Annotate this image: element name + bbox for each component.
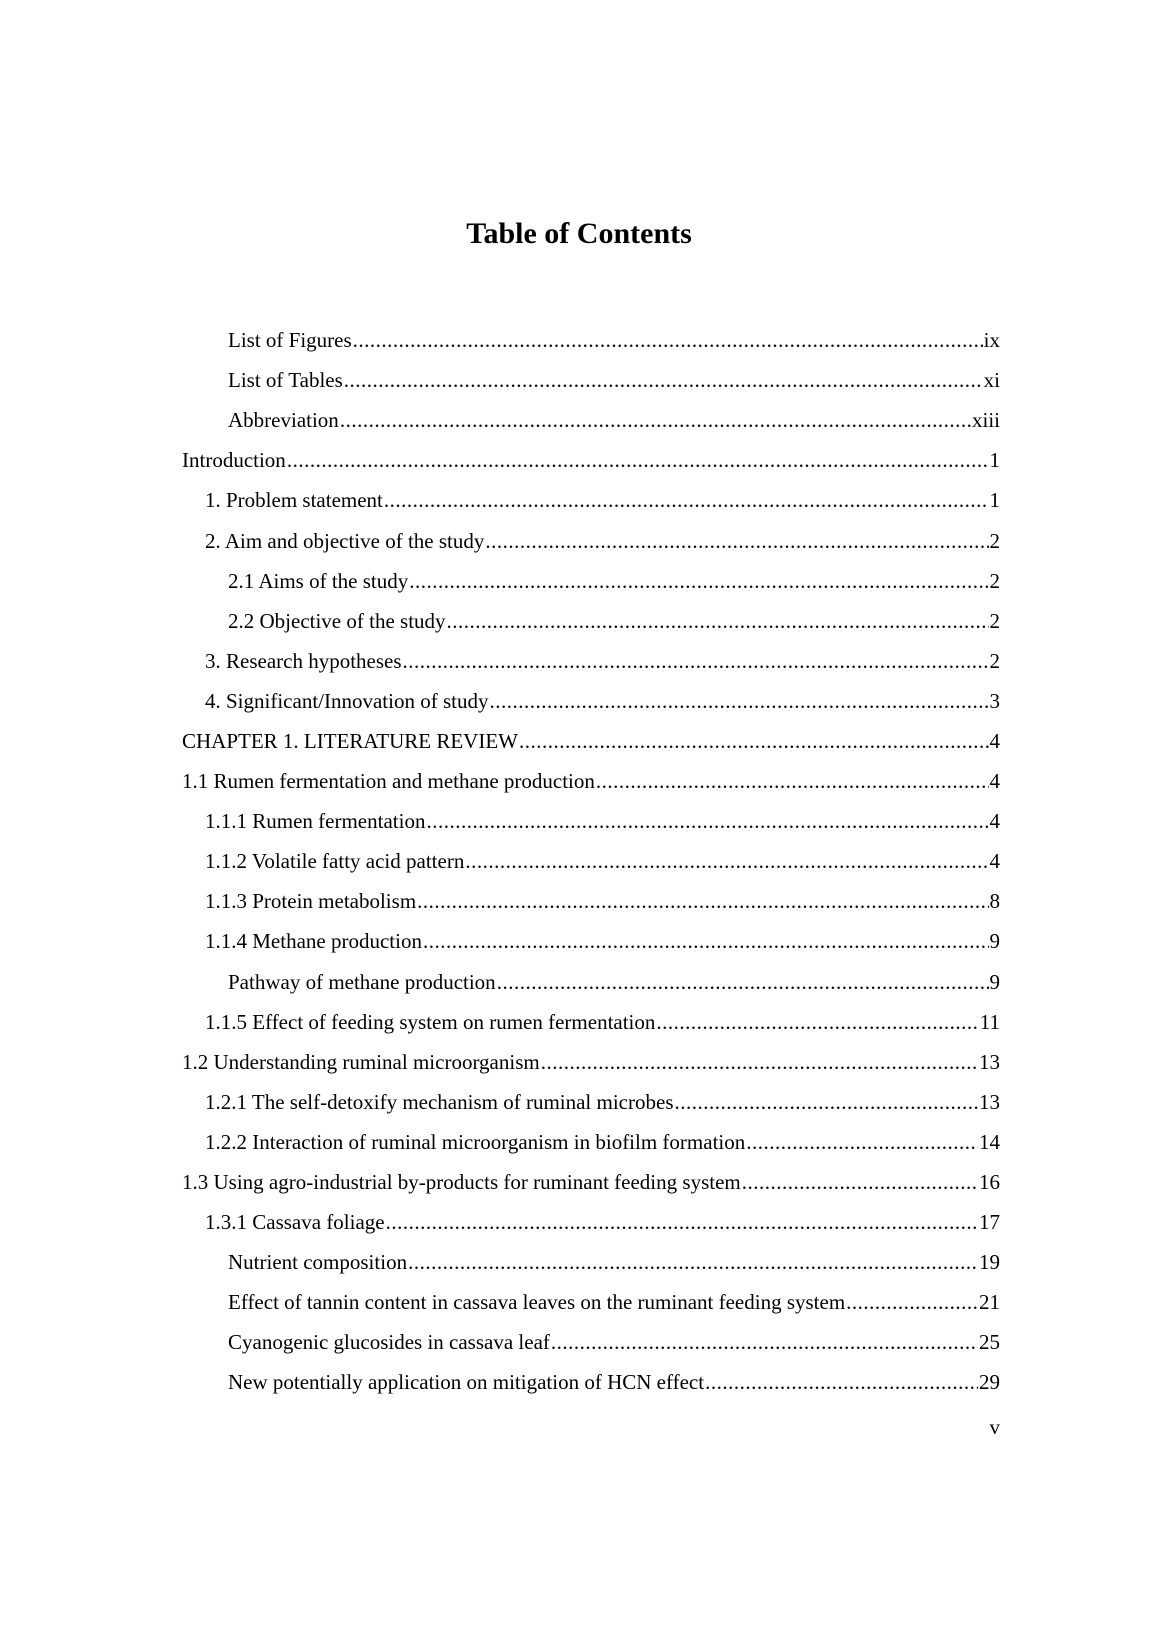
toc-entry[interactable] xyxy=(0,1162,1158,1202)
toc-dot-leader xyxy=(447,608,989,634)
toc-entry-title: 1.2.2 Interaction of ruminal microorganism in biofilm formation xyxy=(205,1129,746,1154)
toc-dot-leader xyxy=(465,848,988,874)
toc-entry[interactable] xyxy=(0,1362,1158,1402)
toc-entry-title: 2.2 Objective of the study xyxy=(228,608,446,633)
toc-entry-title: 2.1 Aims of the study xyxy=(228,568,409,593)
toc-dot-leader xyxy=(675,1089,979,1115)
toc-entry-page: 11 xyxy=(979,1009,1000,1034)
toc-entry[interactable] xyxy=(0,601,1158,641)
toc-entry-page: 8 xyxy=(989,889,1000,914)
toc-entry-title: 1.1.2 Volatile fatty acid pattern xyxy=(205,849,465,874)
toc-entry[interactable] xyxy=(0,1322,1158,1362)
toc-dot-leader xyxy=(519,728,989,754)
toc-entry-title: 1. Problem statement xyxy=(205,488,383,513)
toc-entry-title: List of Tables xyxy=(228,368,343,393)
toc-entry-title: 1.1.1 Rumen fermentation xyxy=(205,809,426,834)
toc-dot-leader xyxy=(353,327,983,353)
toc-entry-page: 21 xyxy=(979,1290,1000,1315)
toc-entry-page: 4 xyxy=(989,849,1000,874)
toc-entry-page: 29 xyxy=(979,1370,1000,1395)
toc-entry-page: 16 xyxy=(979,1170,1000,1195)
toc-entry[interactable] xyxy=(0,320,1158,360)
toc-entry-title: Nutrient composition xyxy=(228,1250,408,1275)
toc-entry-page: 4 xyxy=(989,809,1000,834)
toc-entry[interactable] xyxy=(0,681,1158,721)
toc-entry[interactable] xyxy=(0,962,1158,1002)
toc-entry[interactable] xyxy=(0,480,1158,520)
toc-entry[interactable] xyxy=(0,1242,1158,1282)
toc-dot-leader xyxy=(423,928,989,954)
toc-entry-page: 2 xyxy=(989,648,1000,673)
toc-entry-page: 13 xyxy=(979,1049,1000,1074)
toc-dot-leader xyxy=(426,808,988,834)
toc-dot-leader xyxy=(551,1329,978,1355)
toc-entry[interactable] xyxy=(0,561,1158,601)
toc-entry[interactable] xyxy=(0,1002,1158,1042)
toc-entry-page: 2 xyxy=(989,528,1000,553)
toc-entry-page: 4 xyxy=(989,769,1000,794)
toc-dot-leader xyxy=(384,487,989,513)
toc-entry-title: Introduction xyxy=(182,448,286,473)
toc-entry[interactable] xyxy=(0,1122,1158,1162)
toc-entry-page: ix xyxy=(983,328,1000,353)
toc-dot-leader xyxy=(386,1209,978,1235)
toc-entry[interactable] xyxy=(0,1202,1158,1242)
toc-dot-leader xyxy=(344,367,983,393)
toc-dot-leader xyxy=(340,407,971,433)
toc-entry-title: 1.1.5 Effect of feeding system on rumen fermentation xyxy=(205,1009,656,1034)
toc-entry[interactable] xyxy=(0,1082,1158,1122)
toc-entry[interactable] xyxy=(0,721,1158,761)
toc-entry-title: 1.1.3 Protein metabolism xyxy=(205,889,417,914)
toc-entry-title: Pathway of methane production xyxy=(228,969,496,994)
toc-entry[interactable] xyxy=(0,400,1158,440)
toc-entry-page: 25 xyxy=(979,1330,1000,1355)
toc-dot-leader xyxy=(541,1049,978,1075)
toc-entry-page: 19 xyxy=(979,1250,1000,1275)
toc-entry-title: Effect of tannin content in cassava leaves on the ruminant feeding system xyxy=(228,1290,846,1315)
page-title: Table of Contents xyxy=(466,217,692,250)
toc-entry-title: 1.1.4 Methane production xyxy=(205,929,422,954)
toc-dot-leader xyxy=(705,1369,978,1395)
toc-entry[interactable] xyxy=(0,881,1158,921)
toc-entry-page: 13 xyxy=(979,1089,1000,1114)
toc-dot-leader xyxy=(408,1249,978,1275)
toc-entry-page: 2 xyxy=(989,568,1000,593)
toc-entry-page: xi xyxy=(983,368,1000,393)
toc-entry-title: Abbreviation xyxy=(228,408,339,433)
toc-entry-title: List of Figures xyxy=(228,328,352,353)
toc-entry-page: 9 xyxy=(989,969,1000,994)
toc-dot-leader xyxy=(489,688,988,714)
toc-entry[interactable] xyxy=(0,360,1158,400)
toc-entry-page: 17 xyxy=(979,1210,1000,1235)
toc-dot-leader xyxy=(417,888,988,914)
toc-dot-leader xyxy=(287,447,989,473)
page-number: v xyxy=(989,1415,1000,1439)
toc-entry[interactable] xyxy=(0,761,1158,801)
toc-entry-page: 3 xyxy=(989,688,1000,713)
toc-dot-leader xyxy=(485,528,988,554)
toc-entry-page: 1 xyxy=(989,448,1000,473)
toc-entry-page: xiii xyxy=(971,408,1000,433)
toc-dot-leader xyxy=(596,768,989,794)
toc-entry-page: 14 xyxy=(979,1129,1000,1154)
toc-entry-title: 3. Research hypotheses xyxy=(205,648,402,673)
toc-entry[interactable] xyxy=(0,1042,1158,1082)
toc-entry-title: Cyanogenic glucosides in cassava leaf xyxy=(228,1330,550,1355)
toc-entry-page: 1 xyxy=(989,488,1000,513)
toc-entry-title: 4. Significant/Innovation of study xyxy=(205,688,489,713)
toc-entry[interactable] xyxy=(0,801,1158,841)
toc-entry[interactable] xyxy=(0,440,1158,480)
toc-entry-title: 2. Aim and objective of the study xyxy=(205,528,485,553)
toc-dot-leader xyxy=(656,1009,978,1035)
toc-entry-page: 9 xyxy=(989,929,1000,954)
toc-dot-leader xyxy=(403,648,989,674)
toc-entry[interactable] xyxy=(0,641,1158,681)
toc-entry[interactable] xyxy=(0,520,1158,560)
toc-entry-title: 1.3.1 Cassava foliage xyxy=(205,1210,385,1235)
toc-entry-title: 1.3 Using agro-industrial by-products for ruminant feeding system xyxy=(182,1170,741,1195)
toc-entry-title: 1.2 Understanding ruminal microorganism xyxy=(182,1049,540,1074)
toc-entry-title: 1.1 Rumen fermentation and methane production xyxy=(182,769,595,794)
toc-entry-title: 1.2.1 The self-detoxify mechanism of ruminal microbes xyxy=(205,1089,674,1114)
toc-dot-leader xyxy=(746,1129,978,1155)
toc-dot-leader xyxy=(742,1169,978,1195)
toc-dot-leader xyxy=(846,1289,978,1315)
toc-dot-leader xyxy=(409,568,988,594)
toc-entry-title: New potentially application on mitigation of HCN effect xyxy=(228,1370,705,1395)
toc-entry-page: 4 xyxy=(989,728,1000,753)
table-of-contents xyxy=(0,320,1158,1403)
toc-entry-title: CHAPTER 1. LITERATURE REVIEW xyxy=(182,728,518,753)
toc-dot-leader xyxy=(497,969,989,995)
toc-entry[interactable] xyxy=(0,921,1158,961)
toc-entry[interactable] xyxy=(0,841,1158,881)
toc-entry[interactable] xyxy=(0,1282,1158,1322)
toc-entry-page: 2 xyxy=(989,608,1000,633)
